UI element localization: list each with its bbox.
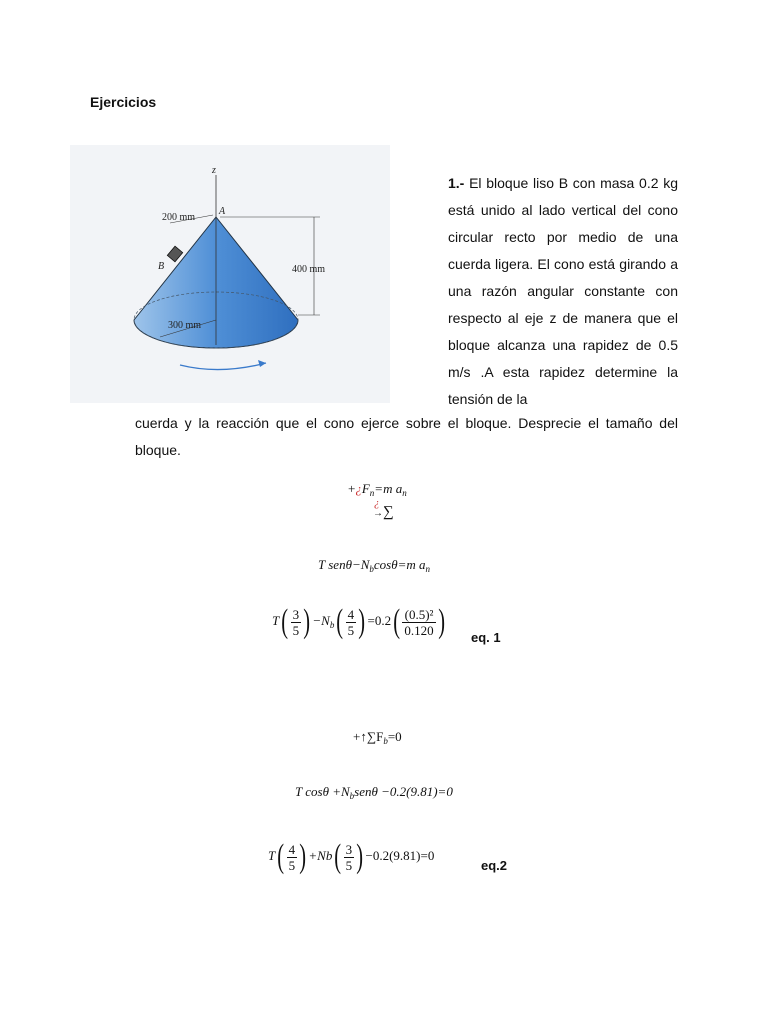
sum-fn-eq-sub: n (402, 488, 407, 498)
sum-fb-sub: b (383, 736, 388, 746)
eq1-minus-n: −N (312, 612, 330, 628)
label-b: B (158, 261, 165, 272)
sum-fn-sigma-line (373, 504, 394, 521)
eq2-label: eq.2 (481, 858, 508, 873)
page-heading: Ejercicios (90, 94, 157, 110)
eq1-equals: =0.2 (367, 612, 392, 628)
eq-b-text: T cosθ +N (295, 784, 350, 799)
equation-2: T( $\frac{4}{5}$ ) +Nb( $\frac{3}{5}$ ) −0.2(9.81)=0 (268, 838, 435, 875)
dim-slant: 200 mm (162, 212, 196, 223)
eq2-rest: −0.2(9.81)=0 (365, 847, 435, 863)
eq1-f1-num: 3 (292, 606, 300, 622)
sum-fn-sigma: ∑ (383, 504, 394, 520)
eq1-label: eq. 1 (471, 630, 501, 645)
cone-figure (70, 145, 390, 403)
equation-1: T( $\frac{3}{5}$ ) $-N_b$( $\frac{4}{5}$ ) =0.2( $\frac{\text{(0.5)²}}{0.120}$ ) (272, 603, 445, 640)
dim-radius: 300 mm (168, 320, 202, 331)
eq-normal-text: T senθ−N (318, 557, 370, 572)
eq2-fraction-1 (287, 842, 298, 873)
sum-fb-equation (353, 729, 402, 746)
eq-normal-sub: b (369, 564, 374, 574)
eq1-f3-num: (0.5)² (402, 607, 435, 623)
sum-fn-mark-2: ¿ (374, 497, 380, 509)
eq2-f2-den: 5 (345, 857, 353, 873)
sum-fb-eq: =0 (387, 729, 402, 744)
eq1-f2-num: 4 (347, 606, 355, 622)
eq-b-sub: b (349, 791, 355, 801)
cone-diagram (70, 145, 390, 403)
eq1-f3-den: 0.120 (404, 622, 434, 638)
eq1-fraction-3 (402, 607, 435, 638)
sum-fn-mark: ¿ (355, 481, 362, 496)
label-z: z (212, 165, 216, 176)
problem-text: El bloque liso B con masa 0.2 kg está unido al lado vertical del cono circular recto por medio de una cuerda ligera. El cono está girando a una razón angular constante con respecto al eje z de manera que el bloque alcanza una rapidez de 0.5 m/s .A esta rapidez determine la tensión de la (448, 175, 679, 407)
label-a: A (219, 206, 226, 217)
eq-b-rest: senθ −0.2(9.81)=0 (354, 784, 453, 799)
eq2-t: T (268, 847, 276, 863)
sum-fn-lead: + (348, 481, 356, 496)
eq1-fraction-1 (291, 607, 302, 638)
sum-fn-f: F (361, 481, 370, 496)
eq1-fraction-2 (346, 607, 357, 638)
eq-normal-rest-sub: n (425, 564, 431, 574)
equation-normal (318, 557, 430, 574)
sum-fn-sub: n (369, 488, 375, 498)
eq1-f2-den: 5 (347, 622, 355, 638)
dim-height: 400 mm (292, 264, 326, 275)
eq2-f1-num: 4 (288, 841, 296, 857)
problem-number: 1.- (448, 175, 465, 191)
sum-fn-equation (348, 481, 407, 498)
equation-binormal (295, 784, 453, 801)
problem-continuation: cuerda y la reacción que el cono ejerce sobre el bloque. Desprecie el tamaño del bloque. (135, 415, 678, 458)
sum-fb-text: +↑∑F (353, 729, 384, 744)
sum-fn-arrow: → (373, 508, 383, 519)
eq1-sub: b (329, 619, 335, 630)
eq1-t: T (272, 612, 280, 628)
sum-fn-eq: =m a (374, 481, 403, 496)
eq2-f2-num: 3 (345, 841, 353, 857)
eq2-fraction-2 (344, 842, 355, 873)
eq2-f1-den: 5 (288, 857, 296, 873)
eq2-mid: +Nb (308, 847, 333, 863)
problem-statement (448, 170, 678, 413)
eq1-f1-den: 5 (292, 622, 300, 638)
eq-normal-rest: cosθ=m a (373, 557, 426, 572)
